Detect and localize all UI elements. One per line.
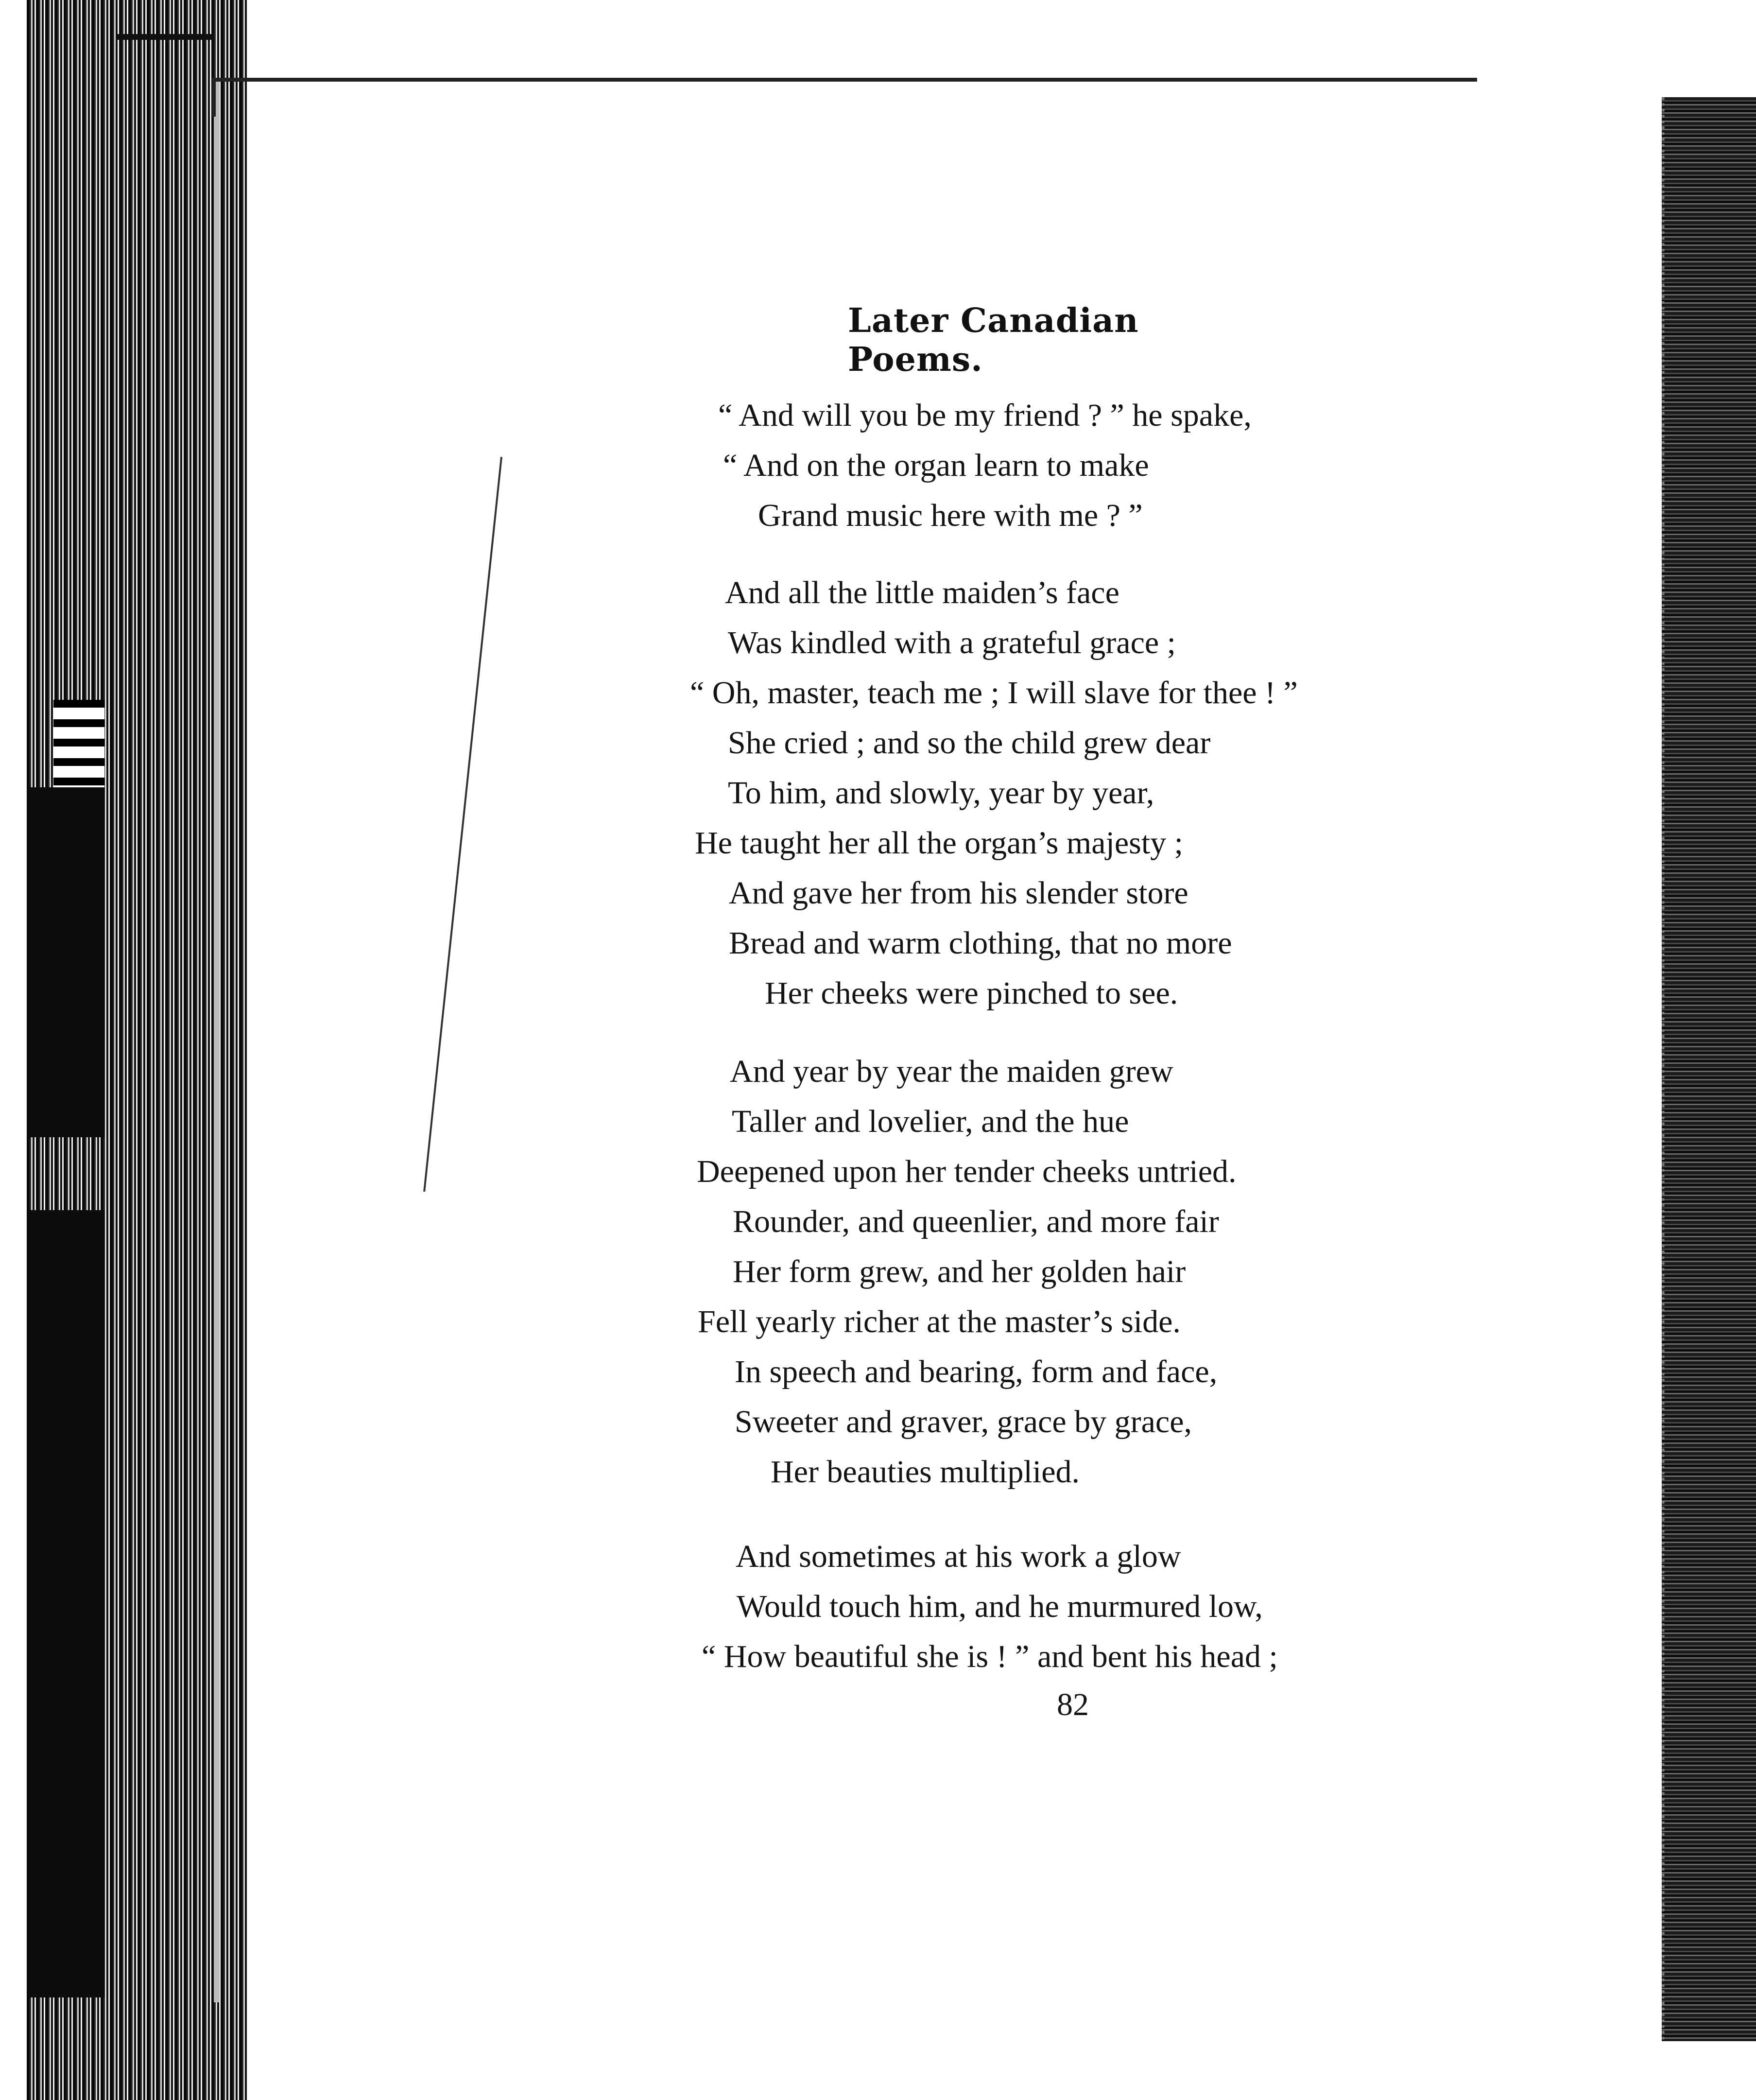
poem-line: And year by year the maiden grew bbox=[730, 1054, 1173, 1089]
binding-stripes bbox=[53, 700, 104, 787]
poem-line: She cried ; and so the child grew dear bbox=[728, 725, 1211, 761]
poem-line: Would touch him, and he murmured low, bbox=[737, 1589, 1263, 1624]
poem-line: “ And will you be my friend ? ” he spake, bbox=[718, 398, 1252, 433]
poem-line: And sometimes at his work a glow bbox=[736, 1539, 1181, 1574]
poem-line: Was kindled with a grateful grace ; bbox=[728, 625, 1176, 660]
poem-line: Her cheeks were pinched to see. bbox=[765, 975, 1178, 1011]
poem-line: “ How beautiful she is ! ” and bent his head ; bbox=[702, 1639, 1278, 1674]
poem-line: Grand music here with me ? ” bbox=[758, 498, 1143, 533]
top-rule-corner bbox=[212, 78, 216, 117]
poem-line: To him, and slowly, year by year, bbox=[728, 775, 1154, 811]
poem-line: Fell yearly richer at the master’s side. bbox=[698, 1304, 1181, 1339]
poem-line: Her beauties multiplied. bbox=[771, 1454, 1080, 1490]
binding-shadow bbox=[27, 1210, 104, 1997]
poem-line: Her form grew, and her golden hair bbox=[733, 1254, 1186, 1289]
poem-line: Taller and lovelier, and the hue bbox=[732, 1104, 1129, 1139]
right-page-edge bbox=[1662, 97, 1756, 2041]
binding-shadow bbox=[27, 787, 104, 1137]
binding-top bbox=[117, 34, 214, 40]
poem-line: “ And on the organ learn to make bbox=[723, 448, 1149, 483]
stray-pencil-line bbox=[423, 457, 502, 1192]
poem-line: Rounder, and queenlier, and more fair bbox=[733, 1204, 1219, 1239]
running-head: Later Canadian Poems. bbox=[848, 301, 1139, 379]
poem-line: He taught her all the organ’s majesty ; bbox=[695, 825, 1184, 861]
top-rule bbox=[214, 78, 1477, 82]
poem-line: Deepened upon her tender cheeks untried. bbox=[697, 1154, 1237, 1189]
poem-line: And gave her from his slender store bbox=[729, 875, 1188, 911]
poem-line: In speech and bearing, form and face, bbox=[735, 1354, 1218, 1389]
page-stack-edge bbox=[214, 78, 220, 2002]
poem-line: And all the little maiden’s face bbox=[725, 575, 1119, 610]
poem-line: “ Oh, master, teach me ; I will slave for thee ! ” bbox=[690, 675, 1298, 711]
page-number: 82 bbox=[1057, 1687, 1089, 1722]
poem-line: Sweeter and graver, grace by grace, bbox=[735, 1404, 1192, 1440]
poem-line: Bread and warm clothing, that no more bbox=[729, 925, 1232, 961]
